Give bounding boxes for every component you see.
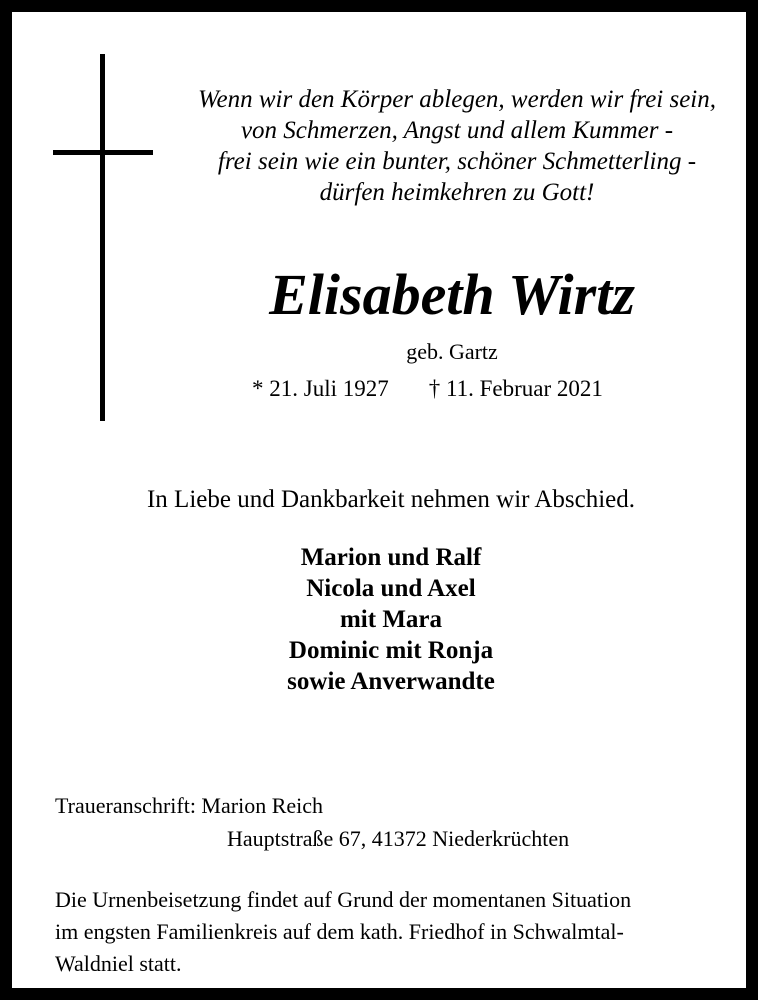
mourner: Nicola und Axel (306, 575, 476, 602)
life-dates (252, 374, 603, 404)
mourners-list (12, 542, 758, 697)
birth-date: * 21. Juli 1927 (252, 376, 389, 401)
burial-notice (55, 884, 745, 980)
poem-line: Wenn wir den Körper ablegen, werden wir frei sein, (197, 86, 717, 113)
cross-icon-bar (53, 150, 153, 155)
poem (162, 84, 752, 208)
poem-line: frei sein wie ein bunter, schöner Schmetterling - (217, 148, 697, 175)
mourning-address (55, 789, 569, 855)
farewell-line: In Liebe und Dankbarkeit nehmen wir Abschied. (146, 486, 636, 513)
deceased-name: Elisabeth Wirtz (269, 262, 635, 327)
mourner: sowie Anverwandte (287, 668, 495, 695)
mourner: Dominic mit Ronja (288, 637, 494, 664)
death-date: † 11. Februar 2021 (428, 376, 603, 401)
poem-line: von Schmerzen, Angst und allem Kummer - (240, 117, 674, 144)
mourner: Marion und Ralf (300, 544, 482, 571)
address-label-line: Traueranschrift: Marion Reich (55, 793, 324, 818)
notice-line: Die Urnenbeisetzung findet auf Grund der momentanen Situation (55, 887, 632, 912)
address-street-line: Hauptstraße 67, 41372 Niederkrüchten (227, 826, 570, 851)
poem-line: dürfen heimkehren zu Gott! (319, 179, 595, 206)
cross-icon (100, 54, 105, 421)
mourner: mit Mara (339, 606, 443, 633)
notice-line: Waldniel statt. (55, 951, 182, 976)
notice-line: im engsten Familienkreis auf dem kath. Friedhof in Schwalmtal- (55, 919, 624, 944)
maiden-name: geb. Gartz (406, 339, 498, 364)
